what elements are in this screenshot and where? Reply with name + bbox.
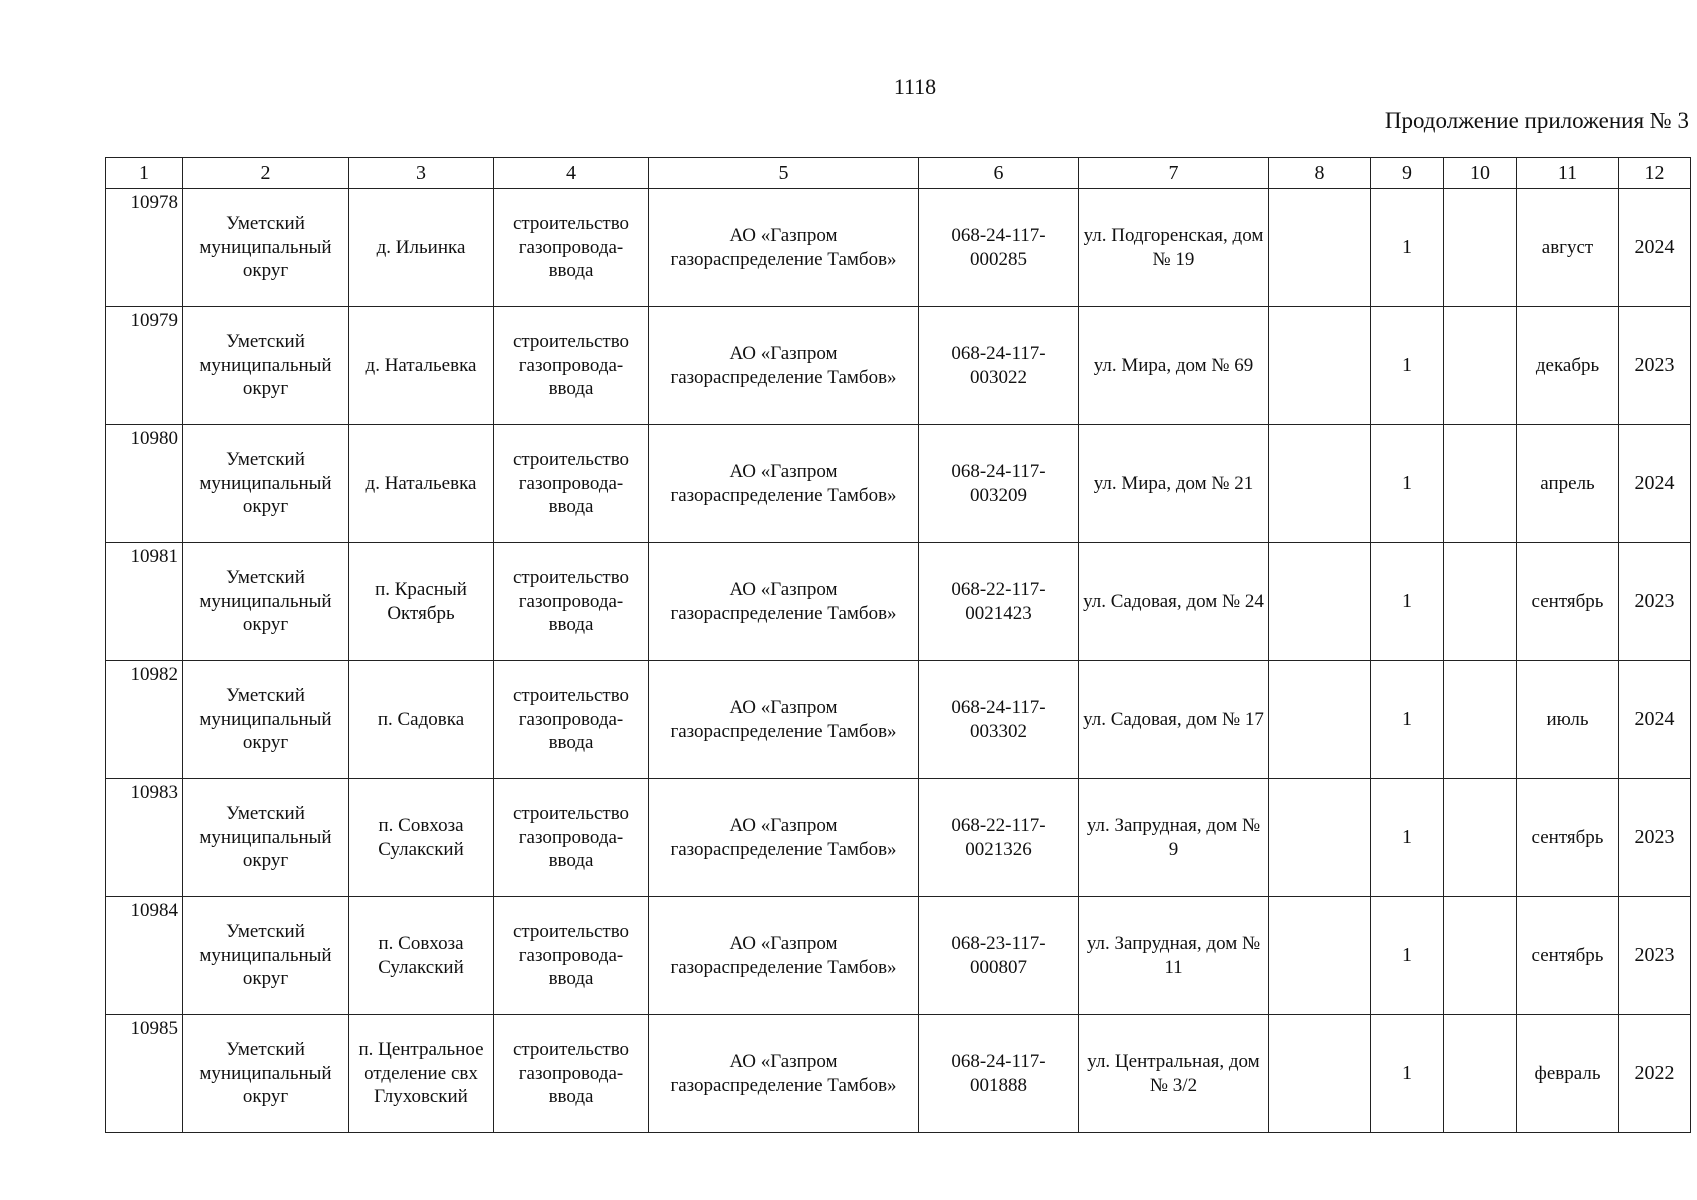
object-code-cell: 068-24-117-001888 xyxy=(919,1015,1079,1133)
district-cell: Уметский муниципальный округ xyxy=(183,543,349,661)
year-cell: 2022 xyxy=(1619,1015,1691,1133)
column-header: 7 xyxy=(1079,158,1269,189)
month-cell: июль xyxy=(1517,661,1619,779)
work-type-cell: строительство газопровода-ввода xyxy=(494,779,649,897)
address-cell: ул. Мира, дом № 69 xyxy=(1079,307,1269,425)
district-cell: Уметский муниципальный округ xyxy=(183,897,349,1015)
year-cell: 2023 xyxy=(1619,897,1691,1015)
month-cell: декабрь xyxy=(1517,307,1619,425)
year-cell: 2024 xyxy=(1619,425,1691,543)
address-cell: ул. Центральная, дом № 3/2 xyxy=(1079,1015,1269,1133)
table-row xyxy=(106,307,1691,425)
locality-cell: п. Садовка xyxy=(349,661,494,779)
object-code-cell: 068-24-117-000285 xyxy=(919,189,1079,307)
year-cell: 2024 xyxy=(1619,189,1691,307)
organization-cell: АО «Газпром газораспределение Тамбов» xyxy=(649,543,919,661)
page-number: 1118 xyxy=(893,74,937,99)
locality-cell: п. Совхоза Сулакский xyxy=(349,779,494,897)
locality-cell: д. Ильинка xyxy=(349,189,494,307)
work-type-cell: строительство газопровода-ввода xyxy=(494,661,649,779)
column-header: 11 xyxy=(1517,158,1619,189)
column-10-cell xyxy=(1444,779,1517,897)
column-8-cell xyxy=(1269,897,1371,1015)
row-id: 10980 xyxy=(106,425,183,543)
address-cell: ул. Запрудная, дом № 11 xyxy=(1079,897,1269,1015)
table-row xyxy=(106,897,1691,1015)
year-cell: 2024 xyxy=(1619,661,1691,779)
column-10-cell xyxy=(1444,189,1517,307)
object-code-cell: 068-24-117-003302 xyxy=(919,661,1079,779)
table-row xyxy=(106,425,1691,543)
district-cell: Уметский муниципальный округ xyxy=(183,1015,349,1133)
column-8-cell xyxy=(1269,779,1371,897)
table-row xyxy=(106,189,1691,307)
work-type-cell: строительство газопровода-ввода xyxy=(494,1015,649,1133)
row-id: 10983 xyxy=(106,779,183,897)
district-cell: Уметский муниципальный округ xyxy=(183,779,349,897)
object-code-cell: 068-24-117-003209 xyxy=(919,425,1079,543)
column-header: 2 xyxy=(183,158,349,189)
column-8-cell xyxy=(1269,307,1371,425)
object-code-cell: 068-23-117-000807 xyxy=(919,897,1079,1015)
column-10-cell xyxy=(1444,897,1517,1015)
row-id: 10981 xyxy=(106,543,183,661)
row-id: 10982 xyxy=(106,661,183,779)
table-row xyxy=(106,779,1691,897)
month-cell: февраль xyxy=(1517,1015,1619,1133)
row-id: 10985 xyxy=(106,1015,183,1133)
column-10-cell xyxy=(1444,661,1517,779)
column-8-cell xyxy=(1269,189,1371,307)
row-id: 10984 xyxy=(106,897,183,1015)
quantity-cell: 1 xyxy=(1371,189,1444,307)
work-type-cell: строительство газопровода-ввода xyxy=(494,543,649,661)
organization-cell: АО «Газпром газораспределение Тамбов» xyxy=(649,779,919,897)
appendix-note: Продолжение приложения № 3 xyxy=(1384,108,1689,133)
column-8-cell xyxy=(1269,661,1371,779)
column-header: 1 xyxy=(106,158,183,189)
column-header: 9 xyxy=(1371,158,1444,189)
year-cell: 2023 xyxy=(1619,779,1691,897)
quantity-cell: 1 xyxy=(1371,1015,1444,1133)
column-10-cell xyxy=(1444,425,1517,543)
locality-cell: д. Натальевка xyxy=(349,307,494,425)
quantity-cell: 1 xyxy=(1371,307,1444,425)
year-cell: 2023 xyxy=(1619,543,1691,661)
column-8-cell xyxy=(1269,543,1371,661)
work-type-cell: строительство газопровода-ввода xyxy=(494,425,649,543)
quantity-cell: 1 xyxy=(1371,425,1444,543)
locality-cell: п. Центральное отделение свх Глуховский xyxy=(349,1015,494,1133)
quantity-cell: 1 xyxy=(1371,661,1444,779)
year-cell: 2023 xyxy=(1619,307,1691,425)
table-row xyxy=(106,543,1691,661)
column-header: 5 xyxy=(649,158,919,189)
registry-table xyxy=(105,157,1691,1133)
locality-cell: п. Красный Октябрь xyxy=(349,543,494,661)
quantity-cell: 1 xyxy=(1371,543,1444,661)
table-row xyxy=(106,661,1691,779)
row-id: 10978 xyxy=(106,189,183,307)
column-header: 4 xyxy=(494,158,649,189)
month-cell: апрель xyxy=(1517,425,1619,543)
month-cell: сентябрь xyxy=(1517,897,1619,1015)
column-8-cell xyxy=(1269,425,1371,543)
organization-cell: АО «Газпром газораспределение Тамбов» xyxy=(649,897,919,1015)
column-10-cell xyxy=(1444,307,1517,425)
organization-cell: АО «Газпром газораспределение Тамбов» xyxy=(649,425,919,543)
column-8-cell xyxy=(1269,1015,1371,1133)
district-cell: Уметский муниципальный округ xyxy=(183,307,349,425)
column-header: 3 xyxy=(349,158,494,189)
organization-cell: АО «Газпром газораспределение Тамбов» xyxy=(649,661,919,779)
address-cell: ул. Садовая, дом № 24 xyxy=(1079,543,1269,661)
column-10-cell xyxy=(1444,543,1517,661)
organization-cell: АО «Газпром газораспределение Тамбов» xyxy=(649,189,919,307)
work-type-cell: строительство газопровода-ввода xyxy=(494,189,649,307)
address-cell: ул. Запрудная, дом № 9 xyxy=(1079,779,1269,897)
column-header: 6 xyxy=(919,158,1079,189)
object-code-cell: 068-22-117-0021423 xyxy=(919,543,1079,661)
district-cell: Уметский муниципальный округ xyxy=(183,189,349,307)
address-cell: ул. Садовая, дом № 17 xyxy=(1079,661,1269,779)
work-type-cell: строительство газопровода-ввода xyxy=(494,307,649,425)
month-cell: сентябрь xyxy=(1517,543,1619,661)
locality-cell: п. Совхоза Сулакский xyxy=(349,897,494,1015)
locality-cell: д. Натальевка xyxy=(349,425,494,543)
district-cell: Уметский муниципальный округ xyxy=(183,425,349,543)
object-code-cell: 068-22-117-0021326 xyxy=(919,779,1079,897)
column-header: 8 xyxy=(1269,158,1371,189)
district-cell: Уметский муниципальный округ xyxy=(183,661,349,779)
quantity-cell: 1 xyxy=(1371,897,1444,1015)
month-cell: август xyxy=(1517,189,1619,307)
column-header: 12 xyxy=(1619,158,1691,189)
column-10-cell xyxy=(1444,1015,1517,1133)
quantity-cell: 1 xyxy=(1371,779,1444,897)
work-type-cell: строительство газопровода-ввода xyxy=(494,897,649,1015)
organization-cell: АО «Газпром газораспределение Тамбов» xyxy=(649,307,919,425)
table-row xyxy=(106,1015,1691,1133)
address-cell: ул. Мира, дом № 21 xyxy=(1079,425,1269,543)
row-id: 10979 xyxy=(106,307,183,425)
column-header: 10 xyxy=(1444,158,1517,189)
header-row xyxy=(106,158,1691,189)
month-cell: сентябрь xyxy=(1517,779,1619,897)
organization-cell: АО «Газпром газораспределение Тамбов» xyxy=(649,1015,919,1133)
object-code-cell: 068-24-117-003022 xyxy=(919,307,1079,425)
address-cell: ул. Подгоренская, дом № 19 xyxy=(1079,189,1269,307)
